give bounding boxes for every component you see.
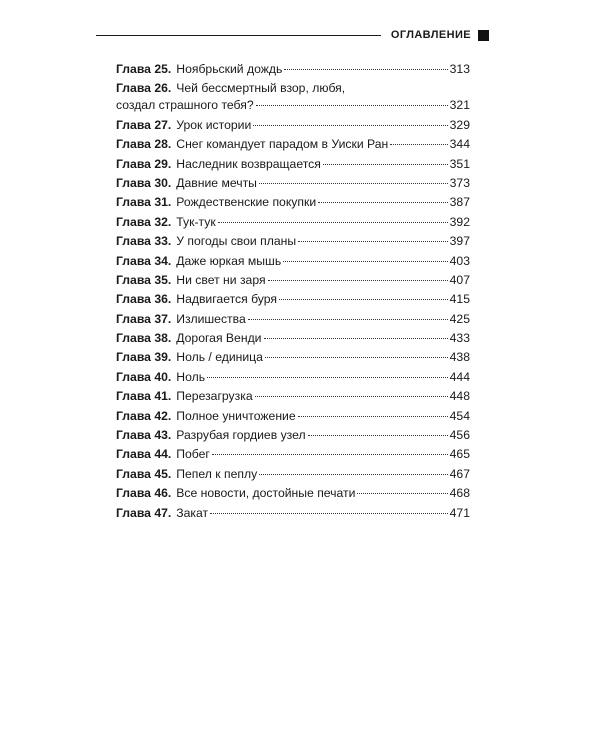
chapter-number: Глава 41. [116, 389, 172, 404]
dot-leader [259, 474, 447, 475]
chapter-title: Перезагрузка [176, 389, 253, 404]
toc-entry[interactable] [116, 175, 470, 194]
dot-leader [283, 261, 447, 262]
page-number: 321 [449, 98, 470, 113]
page-number: 313 [449, 62, 470, 76]
toc-entry[interactable] [116, 233, 470, 252]
page-number: 456 [449, 428, 470, 443]
page-number: 344 [449, 137, 470, 152]
page-number: 329 [449, 117, 470, 132]
chapter-title-line2: создал страшного тебя? [116, 98, 254, 113]
chapter-title: Урок истории [176, 117, 252, 132]
dot-leader [390, 144, 447, 145]
chapter-number: Глава 46. [116, 486, 172, 501]
chapter-number: Глава 42. [116, 408, 172, 423]
chapter-number: Глава 43. [116, 428, 172, 443]
dot-leader [298, 241, 448, 242]
chapter-title: Побег [176, 447, 210, 462]
page-number: 454 [449, 408, 470, 423]
chapter-title: Пепел к пеплу [176, 466, 258, 481]
dot-leader [253, 125, 447, 126]
chapter-number: Глава 45. [116, 466, 172, 481]
page-number: 438 [449, 350, 470, 365]
toc-entry[interactable] [116, 253, 470, 272]
chapter-number: Глава 47. [116, 505, 172, 520]
toc-entry[interactable] [116, 349, 470, 368]
dot-leader [284, 69, 447, 70]
header-rule [96, 35, 381, 36]
chapter-title: Излишества [176, 311, 246, 326]
chapter-number: Глава 28. [116, 137, 172, 152]
chapter-number: Глава 30. [116, 175, 172, 190]
chapter-number: Глава 34. [116, 253, 172, 268]
chapter-title: Ноль [176, 369, 206, 384]
chapter-number: Глава 25. [116, 62, 172, 76]
chapter-number: Глава 29. [116, 156, 172, 171]
chapter-title: Рождественские покупки [176, 195, 317, 210]
toc-entry[interactable] [116, 291, 470, 310]
page-number: 468 [449, 486, 470, 501]
chapter-number: Глава 31. [116, 195, 172, 210]
header-title: ОГЛАВЛЕНИЕ [390, 29, 471, 41]
toc-entry[interactable] [116, 61, 470, 80]
page-number: 433 [449, 331, 470, 346]
page-number: 387 [449, 195, 470, 210]
chapter-title: Тук-тук [176, 214, 216, 229]
chapter-title: Разрубая гордиев узел [176, 428, 306, 443]
dot-leader [255, 396, 448, 397]
chapter-number: Глава 44. [116, 447, 172, 462]
toc-entry[interactable] [116, 311, 470, 330]
page-number: 425 [449, 311, 470, 326]
toc-entry[interactable] [116, 427, 470, 446]
toc-entry[interactable] [116, 446, 470, 465]
toc-entry[interactable] [116, 136, 470, 155]
chapter-title: Полное уничтожение [176, 408, 296, 423]
dot-leader [323, 164, 448, 165]
page-number: 467 [449, 466, 470, 481]
dot-leader [279, 299, 448, 300]
dot-leader [268, 280, 448, 281]
toc-entry[interactable] [116, 330, 470, 349]
dot-leader [259, 183, 448, 184]
running-header [96, 27, 489, 43]
chapter-title: Ноябрьский дождь [176, 62, 283, 76]
dot-leader [308, 435, 448, 436]
chapter-title: Дорогая Венди [176, 331, 262, 346]
toc-entry[interactable] [116, 156, 470, 175]
chapter-number: Глава 37. [116, 311, 172, 326]
chapter-title: Снег командует парадом в Уиски Ран [176, 137, 389, 152]
toc-entry[interactable] [116, 485, 470, 504]
chapter-number: Глава 36. [116, 292, 172, 307]
page-number: 465 [449, 447, 470, 462]
chapter-number: Глава 32. [116, 214, 172, 229]
dot-leader [264, 338, 448, 339]
page-number: 351 [449, 156, 470, 171]
dot-leader [298, 416, 448, 417]
page-number: 415 [449, 292, 470, 307]
page-number: 392 [449, 214, 470, 229]
page-number: 397 [449, 234, 470, 249]
header-square-mark [478, 30, 489, 41]
dot-leader [357, 493, 447, 494]
page-number: 448 [449, 389, 470, 404]
dot-leader [248, 319, 448, 320]
chapter-number: Глава 39. [116, 350, 172, 365]
chapter-number: Глава 26. [116, 81, 172, 96]
dot-leader [207, 377, 448, 378]
toc-entry[interactable] [116, 80, 470, 116]
page-number: 407 [449, 272, 470, 287]
toc-entry[interactable] [116, 388, 470, 407]
chapter-number: Глава 38. [116, 331, 172, 346]
toc-entry[interactable] [116, 214, 470, 233]
chapter-number: Глава 27. [116, 117, 172, 132]
chapter-title: У погоды свои планы [176, 234, 297, 249]
chapter-title: Закат [176, 505, 209, 520]
chapter-number: Глава 33. [116, 234, 172, 249]
table-of-contents [116, 61, 470, 524]
toc-entry[interactable] [116, 117, 470, 136]
dot-leader [212, 454, 448, 455]
page-number: 471 [449, 505, 470, 520]
chapter-title: Надвигается буря [176, 292, 278, 307]
chapter-title: Наследник возвращается [176, 156, 321, 171]
toc-entry[interactable] [116, 369, 470, 388]
dot-leader [256, 105, 448, 106]
toc-entry[interactable] [116, 408, 470, 427]
dot-leader [318, 202, 448, 203]
page-number: 444 [449, 369, 470, 384]
chapter-title: Давние мечты [176, 175, 257, 190]
toc-entry[interactable] [116, 194, 470, 213]
chapter-title: Ноль / единица [176, 350, 263, 365]
chapter-number: Глава 35. [116, 272, 172, 287]
page-number: 373 [449, 175, 470, 190]
chapter-title: Ни свет ни заря [176, 272, 266, 287]
chapter-title: Все новости, достойные печати [176, 486, 356, 501]
toc-entry[interactable] [116, 505, 470, 524]
dot-leader [210, 513, 448, 514]
page-number: 403 [449, 253, 470, 268]
chapter-title: Даже юркая мышь [176, 253, 282, 268]
toc-entry[interactable] [116, 272, 470, 291]
toc-entry[interactable] [116, 466, 470, 485]
chapter-number: Глава 40. [116, 369, 172, 384]
chapter-title: Чей бессмертный взор, любя, [176, 81, 346, 96]
dot-leader [218, 222, 448, 223]
dot-leader [265, 357, 448, 358]
